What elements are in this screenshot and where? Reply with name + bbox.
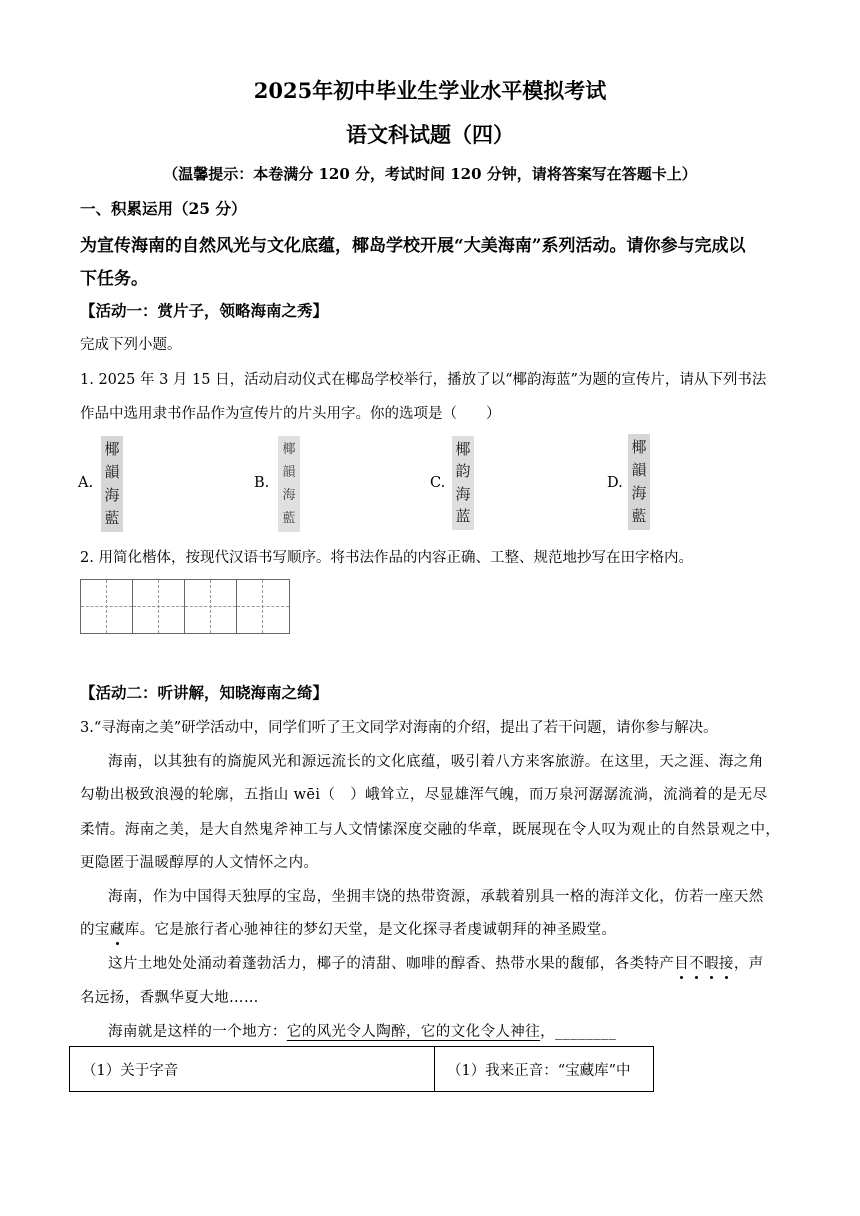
answer-blank[interactable]: ，________ <box>540 1024 617 1040</box>
exam-title: 2025年初中毕业生学业水平模拟考试 <box>253 78 607 103</box>
activity2-heading: 【活动二：听讲解，知晓海南之绮】 <box>80 683 329 702</box>
activity1-heading: 【活动一：赏片子，领略海南之秀】 <box>80 301 329 320</box>
emphasis-char: 不 <box>689 956 705 972</box>
option-b-label[interactable]: B. <box>254 475 270 491</box>
option-c-label[interactable]: C. <box>430 475 446 491</box>
question1-line1: 1. 2025 年 3 月 15 日，活动启动仪式在椰岛学校举行，播放了以“椰韵海蓝”为题的宣传片，请从下列书法 <box>80 372 767 388</box>
calligraphy-char: 海 <box>104 486 120 504</box>
passage-text: 这片土地处处涌动着蓬勃活力，椰子的清甜、咖啡的醇香、热带水果的馥郁，各类特产 <box>108 956 675 972</box>
passage-text: ，声 <box>733 956 764 972</box>
tianzige-grid[interactable] <box>80 579 290 634</box>
passage-p2-line2 <box>80 918 616 939</box>
emphasis-char: 藏 <box>109 922 125 938</box>
calligraphy-char: 海 <box>455 484 471 503</box>
emphasis-char: 接 <box>718 956 734 972</box>
option-a-label[interactable]: A. <box>78 475 94 491</box>
question-table <box>69 1046 654 1092</box>
question2-text: 2. 用简化楷体，按现代汉语书写顺序。将书法作品的内容正确、工整、规范地抄写在田字格内。 <box>80 550 693 566</box>
tianzige-cell[interactable] <box>81 580 133 633</box>
option-b-calligraphy[interactable] <box>278 436 300 532</box>
section-intro-line2: 下任务。 <box>80 269 148 289</box>
passage-text: 海南就是这样的一个地方： <box>108 1024 287 1040</box>
passage-p4 <box>108 1020 616 1041</box>
calligraphy-char: 海 <box>631 484 647 502</box>
passage-text: 的宝 <box>80 922 110 938</box>
calligraphy-char: 韻 <box>104 463 120 481</box>
section-heading: 一、积累运用（25 分） <box>80 199 247 218</box>
calligraphy-char: 蓝 <box>455 507 471 526</box>
passage-text: 库。它是旅行者心驰神往的梦幻天堂，是文化探寻者虔诚朝拜的神圣殿堂。 <box>124 922 617 938</box>
underlined-sentence: 它的风光令人陶醉，它的文化令人神往 <box>286 1024 541 1040</box>
passage-p1-line2: 勾勒出极致浪漫的轮廓，五指山 wēi（ ）峨耸立，尽显雄浑气魄，而万泉河潺潺流淌，流淌着的是无尽 <box>80 787 768 803</box>
activity1-instruction: 完成下列小题。 <box>80 337 182 353</box>
calligraphy-char: 藍 <box>282 511 296 526</box>
exam-subtitle: 语文科试题（四） <box>346 122 514 147</box>
exam-note: （温馨提示：本卷满分 120 分，考试时间 120 分钟，请将答案写在答题卡上） <box>163 165 697 183</box>
passage-p1-line4: 更隐匿于温暖醇厚的人文情怀之内。 <box>80 855 319 871</box>
passage-p3-line1 <box>108 952 764 973</box>
section-intro-line1: 为宣传海南的自然风光与文化底蕴，椰岛学校开展“大美海南”系列活动。请你参与完成以 <box>80 236 746 256</box>
emphasis-char: 目 <box>674 956 690 972</box>
passage-p3-line2: 名远扬，香飘华夏大地…… <box>80 990 259 1006</box>
calligraphy-char: 海 <box>282 488 296 503</box>
option-d-calligraphy[interactable] <box>628 434 650 530</box>
passage-p1-line1: 海南，以其独有的旖旎风光和源远流长的文化底蕴，吸引着八方来客旅游。在这里，天之涯、海之角 <box>108 754 764 770</box>
table-cell-left: （1）关于字音 <box>70 1047 435 1092</box>
calligraphy-char: 藍 <box>631 507 647 525</box>
question3-text: 3.“寻海南之美”研学活动中，同学们听了王文同学对海南的介绍，提出了若干问题，请你参与解决。 <box>80 720 718 736</box>
calligraphy-char: 藍 <box>104 509 120 527</box>
option-c-calligraphy[interactable] <box>452 436 474 530</box>
passage-p1-line3: 柔情。海南之美，是大自然鬼斧神工与人文情愫深度交融的华章，既展现在令人叹为观止的自然景观之中， <box>80 822 781 838</box>
calligraphy-char: 椰 <box>631 438 647 456</box>
tianzige-cell[interactable] <box>185 580 237 633</box>
tianzige-cell[interactable] <box>237 580 289 633</box>
option-d-label[interactable]: D. <box>607 475 623 491</box>
option-a-calligraphy[interactable] <box>101 436 123 532</box>
emphasis-char: 暇 <box>704 956 719 972</box>
question1-line2: 作品中选用隶书作品作为宣传片的片头用字。你的选项是（ ） <box>80 406 501 422</box>
tianzige-cell[interactable] <box>133 580 185 633</box>
passage-p2-line1: 海南，作为中国得天独厚的宝岛，坐拥丰饶的热带资源，承载着别具一格的海洋文化，仿若一座天然 <box>108 889 764 905</box>
calligraphy-char: 椰 <box>282 442 296 457</box>
calligraphy-char: 韻 <box>282 465 296 480</box>
table-cell-right: （1）我来正音：“宝藏库”中 <box>435 1047 654 1092</box>
calligraphy-char: 韵 <box>455 462 471 481</box>
calligraphy-char: 椰 <box>104 440 120 458</box>
calligraphy-char: 韻 <box>631 461 647 479</box>
calligraphy-char: 椰 <box>455 439 471 458</box>
